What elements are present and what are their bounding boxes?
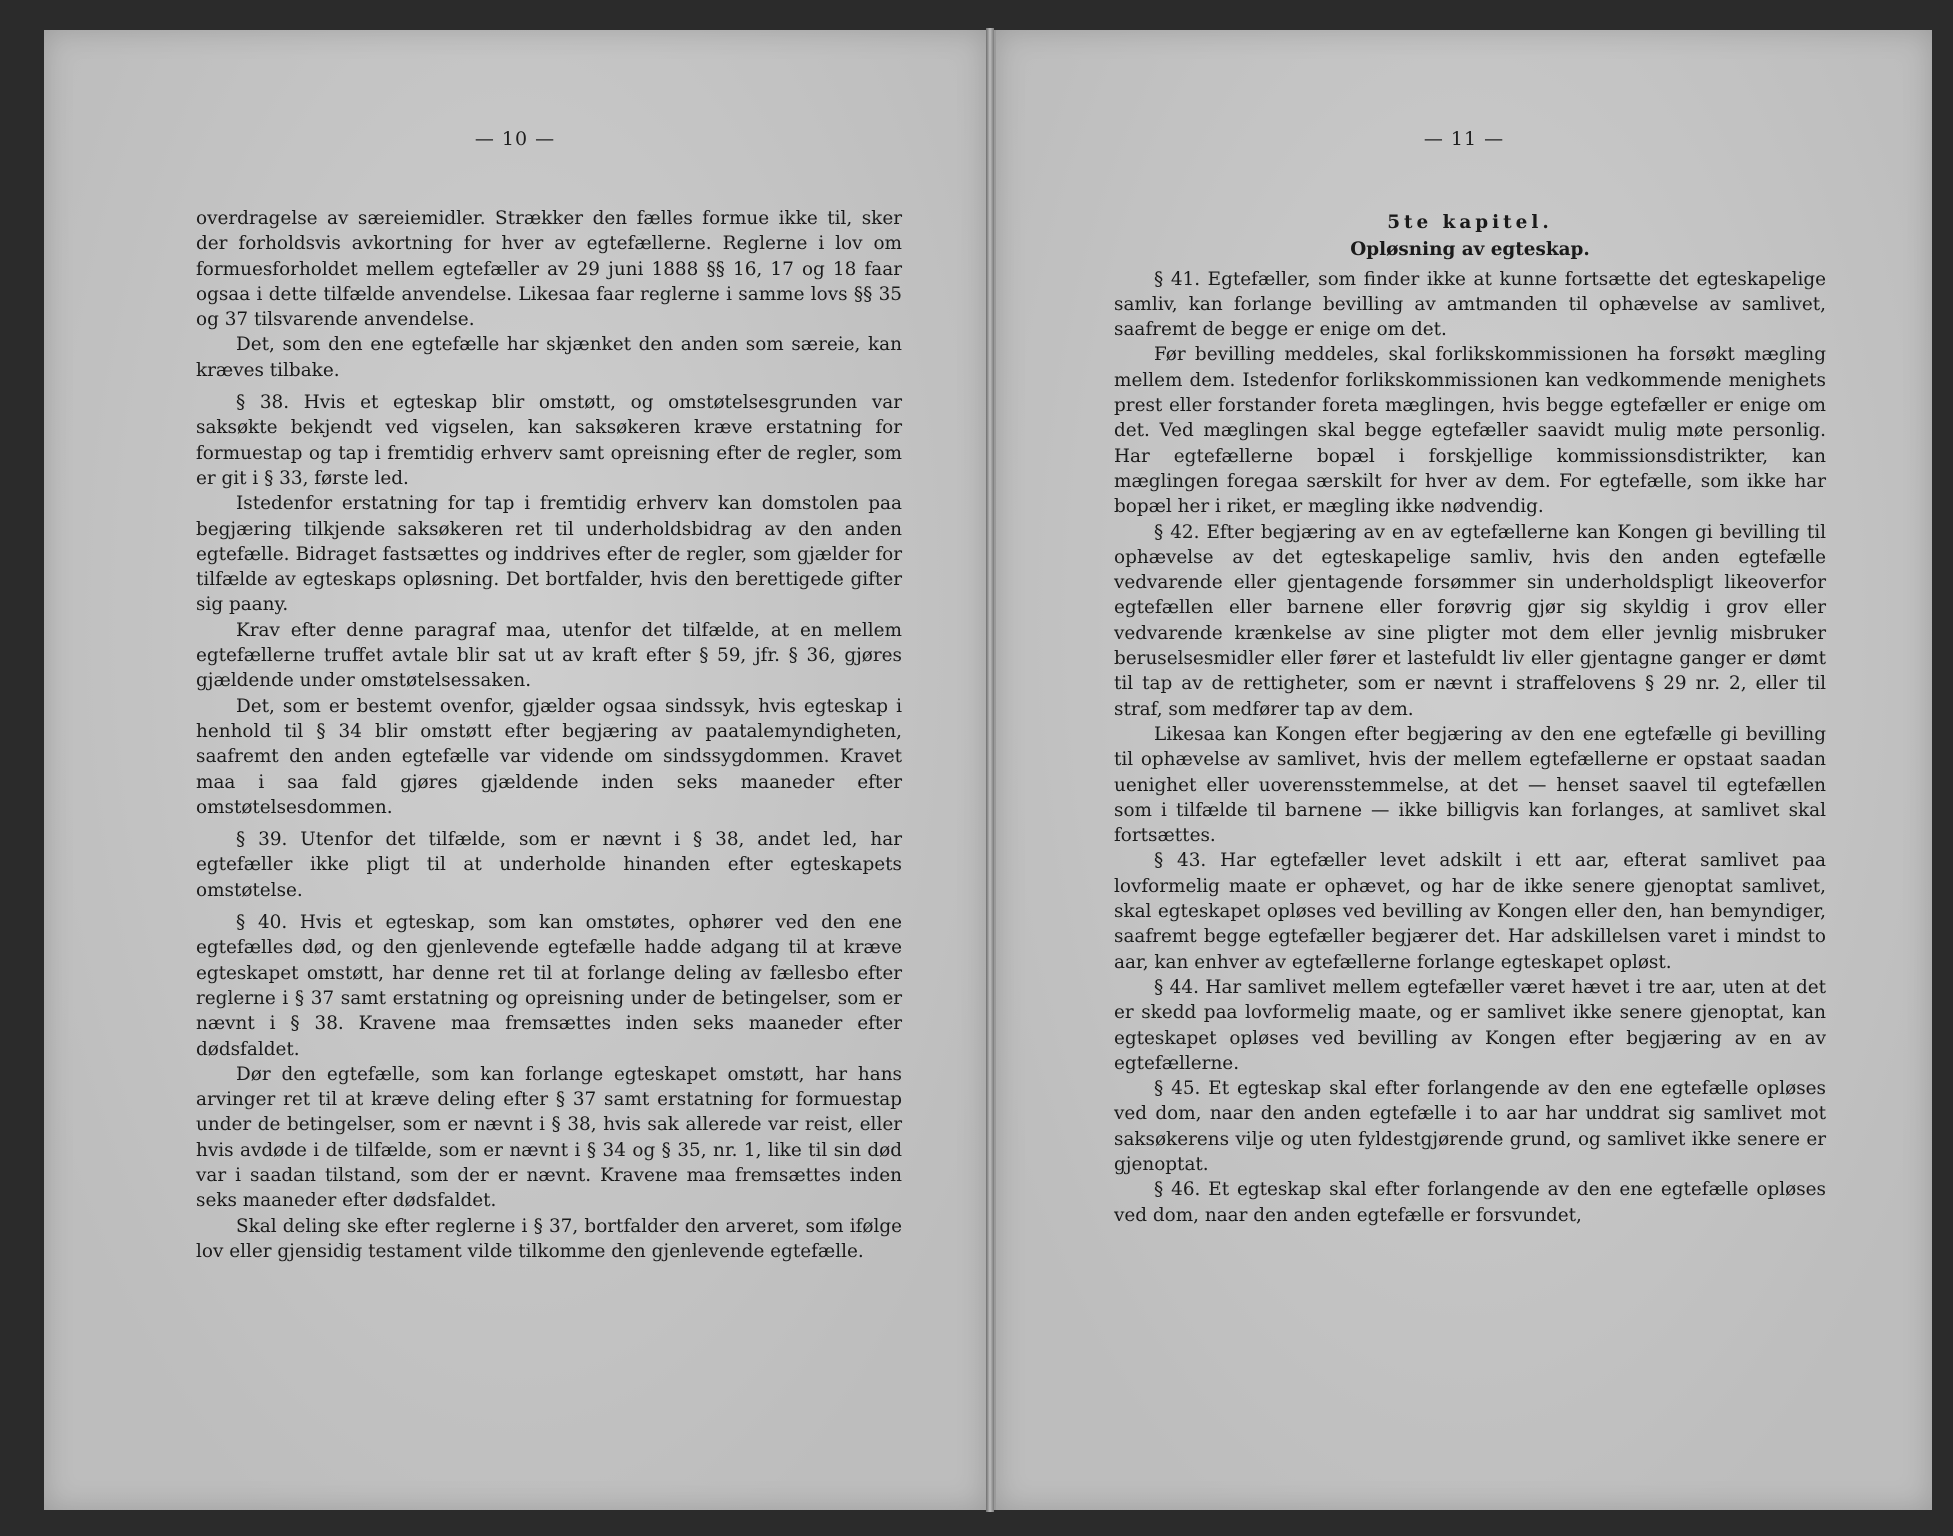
paragraph-section-41: § 41. Egtefæller, som finder ikke at kunne fortsætte det egteskapelige samliv, kan forlange bevilling av amtmanden til ophævelse av samlivet, saafremt de begge er enige om det. bbox=[1114, 268, 1826, 341]
chapter-title: Opløsning av egteskap. bbox=[1350, 239, 1590, 261]
paragraph: Det, som den ene egtefælle har skjænket den anden som særeie, kan kræves tilbake. bbox=[196, 334, 902, 381]
right-page bbox=[994, 30, 1932, 1510]
paragraph-section-38: § 38. Hvis et egteskap blir omstøtt, og omstøtelsesgrunden var saksøkte bekjendt ved vigselen, kan saksøkeren kræve erstatning for formuestap og tap i fremtidig erhverv samt opreisning efter de regler, som er git i § 33, første led. bbox=[196, 392, 902, 489]
right-page-number: — 11 — bbox=[1423, 128, 1505, 150]
paragraph-section-39: § 39. Utenfor det tilfælde, som er nævnt i § 38, andet led, har egtefæller ikke pligt til at underholde hinanden efter egteskapets omstøtelse. bbox=[196, 829, 902, 901]
right-page-text bbox=[1114, 210, 1826, 1228]
paragraph: Det, som er bestemt ovenfor, gjælder ogsaa sindssyk, hvis egteskap i henhold til § 34 blir omstøtt efter begjæring av paatalemyndigheten, saafremt den anden egtefælle var vidende om sindssygdommen. Kravet maa i saa fald gjøres gjældende inden seks maaneder efter omstøtelsesdommen. bbox=[196, 695, 902, 818]
paragraph-section-46: § 46. Et egteskap skal efter forlangende av den ene egtefælle opløses ved dom, naar den anden egtefælle er forsvundet, bbox=[1114, 1179, 1826, 1226]
book-gutter bbox=[986, 28, 994, 1512]
paragraph-section-44: § 44. Har samlivet mellem egtefæller været hævet i tre aar, uten at det er skedd paa lovformelig maate, og er samlivet ikke senere gjenoptat, kan egteskapet opløses ved bevilling av Kongen efter begjæring av en av egtefællerne. bbox=[1114, 976, 1826, 1074]
paragraph: Likesaa kan Kongen efter begjæring av den ene egtefælle gi bevilling til ophævelse av samlivet, hvis der mellem egtefællerne er opstaat saadan uenighet eller uoverensstemmelse, at det — henset saavel til egtefællen som i tilfælde til barnene — ikke billigvis kan forlanges, at samlivet skal fortsættes. bbox=[1114, 723, 1826, 847]
paragraph: Istedenfor erstatning for tap i fremtidig erhverv kan domstolen paa begjæring tilkjende saksøkeren ret til underholdsbidrag av den anden egtefælle. Bidraget fastsættes og inddrives efter de regler, som gjælder for tilfælde av egteskaps opløsning. Det bortfalder, hvis den berettigede gifter sig paany. bbox=[196, 493, 902, 616]
paragraph: Før bevilling meddeles, skal forlikskommissionen ha forsøkt mægling mellem dem. Istedenfor forlikskommissionen kan vedkommende menighets prest eller forstander foreta mæglingen, hvis begge egtefæller er enige om det. Ved mæglingen skal begge egtefæller saavidt mulig møte personlig. Har egtefællerne bopæl i forskjellige kommissionsdistrikter, kan mæglingen foregaa særskilt for hver av dem. For egtefælle, som ikke har bopæl her i riket, er mægling ikke nødvendig. bbox=[1114, 344, 1826, 518]
paragraph-section-45: § 45. Et egteskap skal efter forlangende av den ene egtefælle opløses ved dom, naar den anden egtefælle i to aar har unddrat sig samlivet mot saksøkerens vilje og uten fyldestgjørende grund, og samlivet ikke senere er gjenoptat. bbox=[1114, 1078, 1826, 1175]
paragraph: Dør den egtefælle, som kan forlange egteskapet omstøtt, har hans arvinger ret til at kræve deling efter § 37 samt erstatning for formuestap under de betingelser, som er nævnt i § 38, hvis sak allerede var reist, eller hvis avdøde i de tilfælde, som er nævnt i § 34 og § 35, nr. 1, like til sin død var i saadan tilstand, som der er nævnt. Kravene maa fremsættes inden seks maaneder efter dødsfaldet. bbox=[196, 1063, 902, 1212]
paragraph-section-42: § 42. Efter begjæring av en av egtefællerne kan Kongen gi bevilling til ophævelse av det egteskapelige samliv, hvis den anden egtefælle vedvarende eller gjentagende forsømmer sin underholdspligt likeoverfor egtefællen eller barnene eller forøvrig gjør sig skyldig i grov eller vedvarende krænkelse av sine pligter mot dem eller jevnlig misbruker beruselsesmidler eller fører et lastefuldt liv eller gjentagne ganger er dømt til tap av de rettigheter, som er nævnt i straffelovens § 29 nr. 2, eller til straf, som medfører tap av dem. bbox=[1114, 521, 1826, 720]
left-page-number: — 10 — bbox=[474, 128, 556, 150]
paragraph: Skal deling ske efter reglerne i § 37, bortfalder den arveret, som ifølge lov eller gjensidig testament vilde tilkomme den gjenlevende egtefælle. bbox=[196, 1215, 902, 1262]
left-page bbox=[44, 30, 988, 1510]
paragraph: Krav efter denne paragraf maa, utenfor det tilfælde, at en mellem egtefællerne truffet avtale blir sat ut av kraft efter § 59, jfr. § 36, gjøres gjældende under omstøtelsessaken. bbox=[196, 619, 902, 692]
paragraph: overdragelse av særeiemidler. Strækker den fælles formue ikke til, sker der forholdsvis avkortning for hver av egtefællerne. Reglerne i lov om formuesforholdet mellem egtefæller av 29 juni 1888 §§ 16, 17 og 18 faar ogsaa i dette tilfælde anvendelse. Likesaa faar reglerne i samme lovs §§ 35 og 37 tilsvarende anvendelse. bbox=[196, 208, 902, 331]
paragraph-section-40: § 40. Hvis et egteskap, som kan omstøtes, ophører ved den ene egtefælles død, og den gjenlevende egtefælle hadde adgang til at kræve egteskapet omstøtt, har denne ret til at forlange deling av fællesbo efter reglerne i § 37 samt erstatning og opreisning under de betingelser, som er nævnt i § 38. Kravene maa fremsættes inden seks maaneder efter dødsfaldet. bbox=[196, 912, 902, 1060]
chapter-heading: 5te kapitel. bbox=[1387, 212, 1553, 233]
left-page-text bbox=[196, 206, 902, 1264]
paragraph-section-43: § 43. Har egtefæller levet adskilt i ett aar, efterat samlivet paa lovformelig maate er ophævet, og har de ikke senere gjenoptat samlivet, skal egteskapet opløses ved bevilling av Kongen eller den, han bemyndiger, saafremt begge egtefæller begjærer det. Har adskillelsen varet i mindst to aar, kan enhver av egtefællerne forlange egteskapet opløst. bbox=[1114, 850, 1826, 973]
